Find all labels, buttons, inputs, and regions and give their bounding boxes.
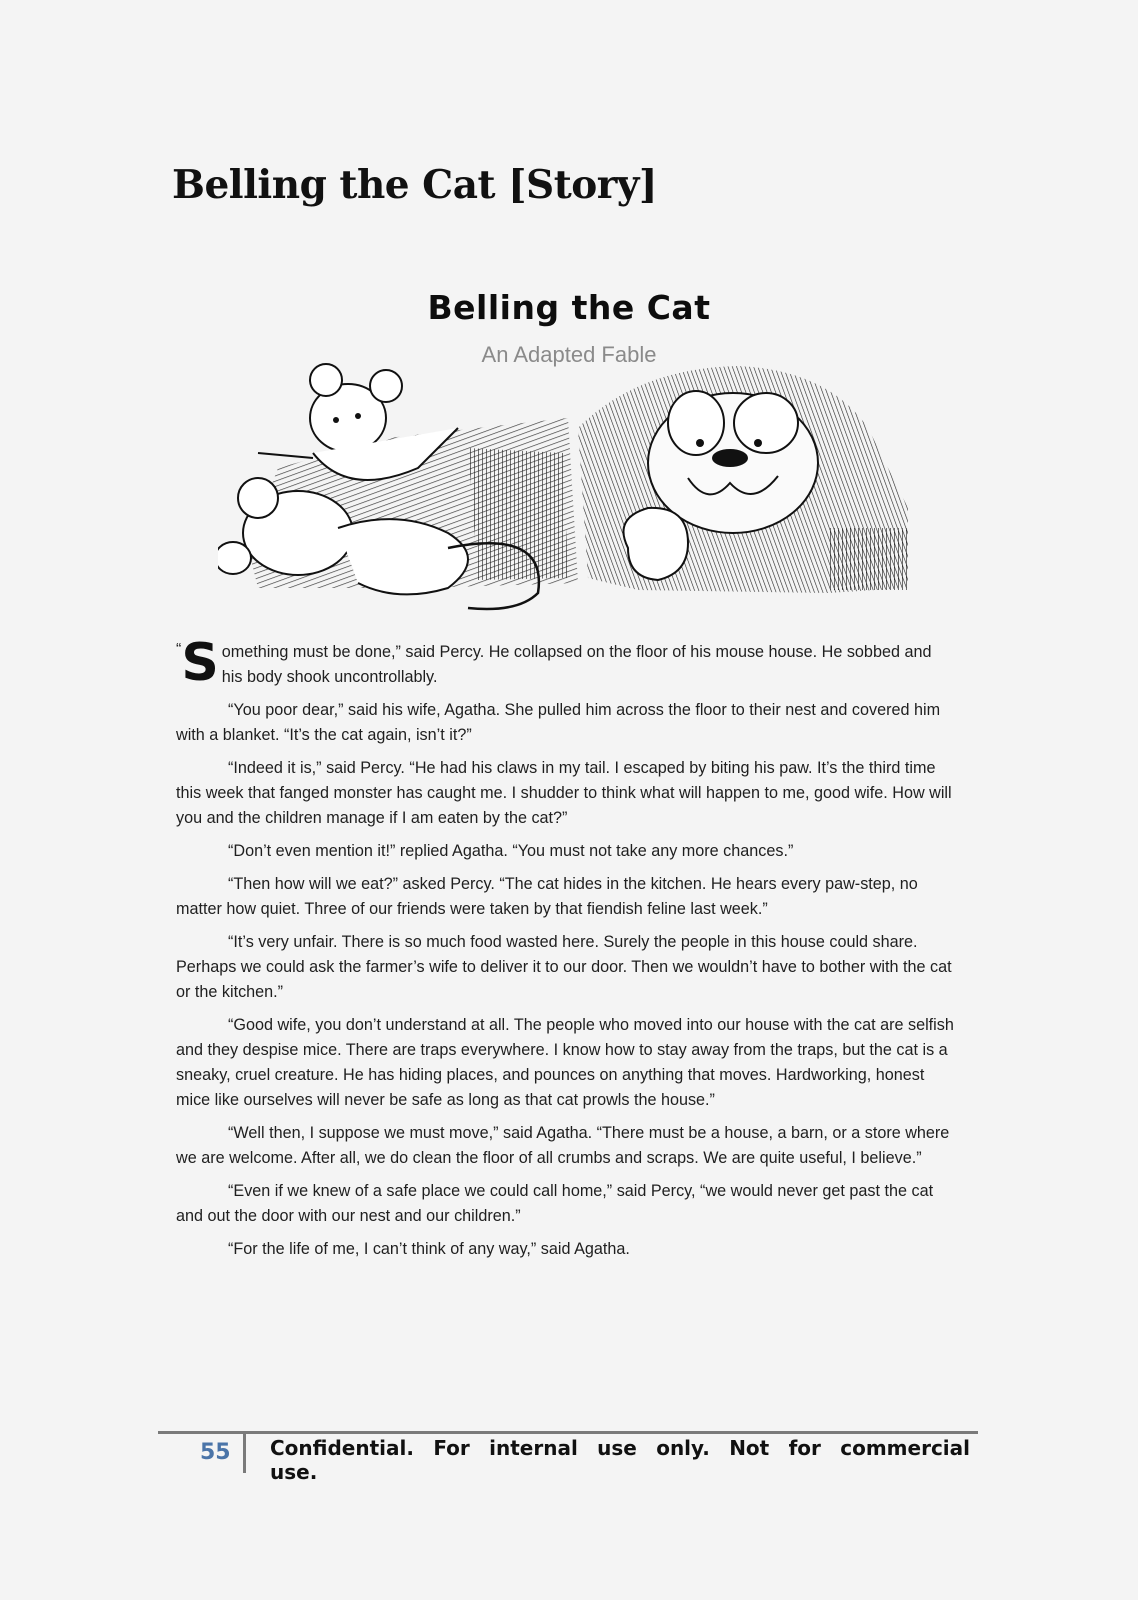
drop-cap-quote: “ bbox=[176, 641, 182, 658]
story-paragraph: “Well then, I suppose we must move,” said Agatha. “There must be a house, a barn, or a store where we are welcome. After all, we do clean the floor of all crumbs and scraps. We are quite useful, I believe.” bbox=[176, 1124, 950, 1167]
story-paragraph bbox=[176, 633, 956, 693]
story-paragraph: “Don’t even mention it!” replied Agatha. “You must not take any more chances.” bbox=[228, 842, 794, 860]
footer-divider bbox=[243, 1431, 246, 1473]
paragraph-text: omething must be done,” said Percy. He collapsed on the floor of his mouse house. He sobbed and his body shook uncontrollably. bbox=[221, 643, 932, 686]
story-paragraph: “For the life of me, I can’t think of any way,” said Agatha. bbox=[228, 1240, 630, 1258]
story-paragraph: “Then how will we eat?” asked Percy. “The cat hides in the kitchen. He hears every paw-step, no matter how quiet. Three of our friends were taken by that fiendish feline last week.” bbox=[176, 875, 918, 918]
story-title: Belling the Cat bbox=[427, 288, 711, 327]
footer-rule bbox=[158, 1431, 978, 1434]
page-title: Belling the Cat [Story] bbox=[172, 162, 657, 208]
mice-and-cat-illustration-icon bbox=[218, 358, 918, 620]
page-number: 55 bbox=[200, 1440, 231, 1465]
story-subtitle: An Adapted Fable bbox=[481, 342, 657, 367]
story-paragraph: “Even if we knew of a safe place we could call home,” said Percy, “we would never get past the cat and out the door with our nest and our children.” bbox=[176, 1182, 934, 1225]
story-illustration bbox=[218, 358, 918, 620]
story-paragraph: “Indeed it is,” said Percy. “He had his claws in my tail. I escaped by biting his paw. It’s the third time this week that fanged monster has caught me. I shudder to think what will happen to me, good wife. How will you and the children manage if I am eaten by the cat?” bbox=[176, 759, 952, 827]
drop-cap bbox=[176, 633, 219, 693]
confidential-note: Confidential. For internal use only. Not for commercial use. bbox=[270, 1436, 970, 1484]
story-paragraph: “It’s very unfair. There is so much food wasted here. Surely the people in this house could share. Perhaps we could ask the farmer’s wife to deliver it to our door. Then we wouldn’t have to bother with the cat or the kitchen.” bbox=[176, 933, 952, 1001]
story-paragraph: “You poor dear,” said his wife, Agatha. She pulled him across the floor to their nest and covered him with a blanket. “It’s the cat again, isn’t it?” bbox=[176, 701, 941, 744]
story-body bbox=[176, 633, 956, 1270]
drop-cap-letter: S bbox=[181, 633, 219, 693]
story-paragraph: “Good wife, you don’t understand at all. The people who moved into our house with the cat are selfish and they despise mice. There are traps everywhere. I know how to stay away from the traps, but the cat is a sneaky, cruel creature. He has hiding places, and pounces on anything that moves. Hardworking, honest mice like ourselves will never be safe as long as that cat prowls the house.” bbox=[176, 1016, 954, 1109]
